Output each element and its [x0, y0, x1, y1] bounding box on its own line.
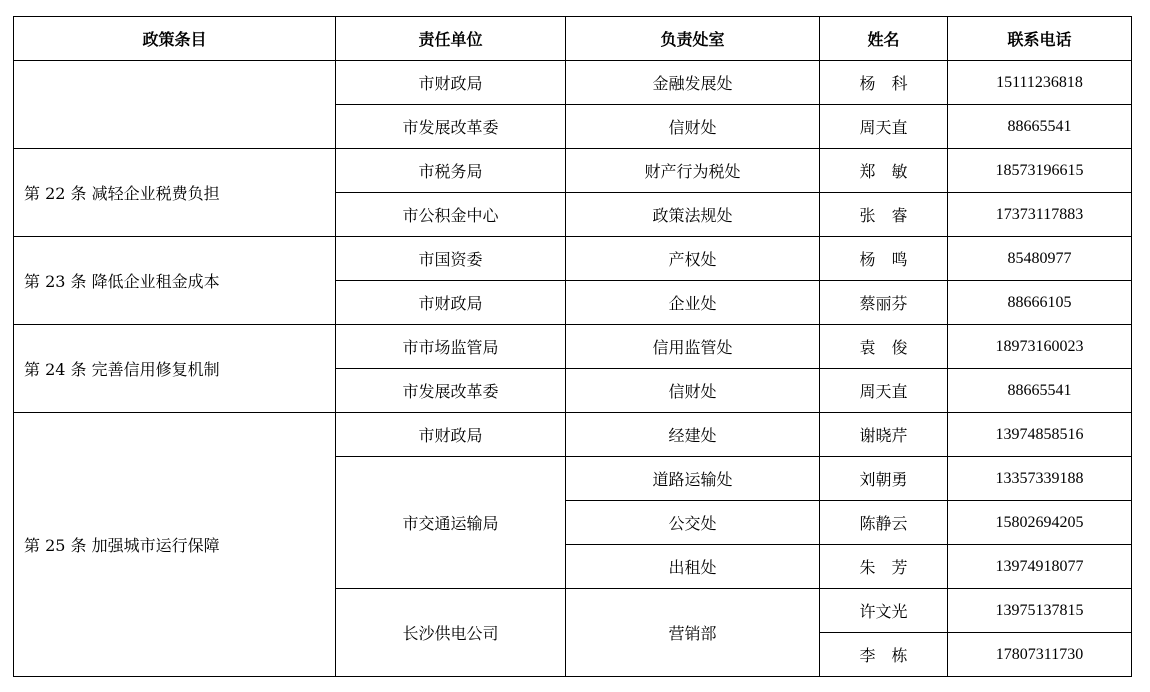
office-cell: 产权处	[566, 237, 820, 281]
phone-cell: 13974858516	[948, 413, 1132, 457]
policy-contact-table	[13, 16, 1132, 677]
office-cell: 财产行为税处	[566, 149, 820, 193]
office-cell: 政策法规处	[566, 193, 820, 237]
office-cell: 经建处	[566, 413, 820, 457]
policy-cell: 第 24 条 完善信用修复机制	[14, 325, 336, 413]
header-phone: 联系电话	[948, 17, 1132, 61]
name-cell: 张 睿	[820, 193, 948, 237]
name-cell: 周天直	[820, 105, 948, 149]
phone-cell: 15802694205	[948, 501, 1132, 545]
policy-cell: 第 25 条 加强城市运行保障	[14, 413, 336, 677]
name-cell: 杨 科	[820, 61, 948, 105]
header-unit: 责任单位	[336, 17, 566, 61]
unit-cell: 市财政局	[336, 413, 566, 457]
name-cell: 袁 俊	[820, 325, 948, 369]
name-cell: 刘朝勇	[820, 457, 948, 501]
unit-cell: 市财政局	[336, 281, 566, 325]
name-cell: 朱 芳	[820, 545, 948, 589]
office-cell: 信财处	[566, 105, 820, 149]
office-cell: 出租处	[566, 545, 820, 589]
header-policy: 政策条目	[14, 17, 336, 61]
table-row	[14, 149, 1132, 193]
phone-cell: 13357339188	[948, 457, 1132, 501]
office-cell: 信用监管处	[566, 325, 820, 369]
office-cell: 信财处	[566, 369, 820, 413]
name-cell: 杨 鸣	[820, 237, 948, 281]
name-cell: 郑 敏	[820, 149, 948, 193]
office-cell: 道路运输处	[566, 457, 820, 501]
unit-cell: 市税务局	[336, 149, 566, 193]
header-office: 负责处室	[566, 17, 820, 61]
name-cell: 许文光	[820, 589, 948, 633]
phone-cell: 13975137815	[948, 589, 1132, 633]
phone-cell: 18973160023	[948, 325, 1132, 369]
name-cell: 李 栋	[820, 633, 948, 677]
unit-cell: 市发展改革委	[336, 105, 566, 149]
office-cell: 金融发展处	[566, 61, 820, 105]
office-cell: 营销部	[566, 589, 820, 677]
table-header-row	[14, 17, 1132, 61]
phone-cell: 15111236818	[948, 61, 1132, 105]
table-row	[14, 325, 1132, 369]
policy-cell	[14, 61, 336, 149]
table-row	[14, 413, 1132, 457]
table-row	[14, 61, 1132, 105]
office-cell: 公交处	[566, 501, 820, 545]
phone-cell: 13974918077	[948, 545, 1132, 589]
unit-cell: 市市场监管局	[336, 325, 566, 369]
name-cell: 蔡丽芬	[820, 281, 948, 325]
unit-cell: 市公积金中心	[336, 193, 566, 237]
phone-cell: 88666105	[948, 281, 1132, 325]
name-cell: 周天直	[820, 369, 948, 413]
unit-cell: 市国资委	[336, 237, 566, 281]
phone-cell: 17807311730	[948, 633, 1132, 677]
unit-cell: 长沙供电公司	[336, 589, 566, 677]
policy-cell: 第 23 条 降低企业租金成本	[14, 237, 336, 325]
phone-cell: 88665541	[948, 105, 1132, 149]
table-row	[14, 237, 1132, 281]
unit-cell: 市发展改革委	[336, 369, 566, 413]
unit-cell: 市交通运输局	[336, 457, 566, 589]
office-cell: 企业处	[566, 281, 820, 325]
header-name: 姓名	[820, 17, 948, 61]
phone-cell: 88665541	[948, 369, 1132, 413]
name-cell: 谢晓芹	[820, 413, 948, 457]
phone-cell: 85480977	[948, 237, 1132, 281]
policy-cell: 第 22 条 减轻企业税费负担	[14, 149, 336, 237]
name-cell: 陈静云	[820, 501, 948, 545]
phone-cell: 17373117883	[948, 193, 1132, 237]
phone-cell: 18573196615	[948, 149, 1132, 193]
unit-cell: 市财政局	[336, 61, 566, 105]
